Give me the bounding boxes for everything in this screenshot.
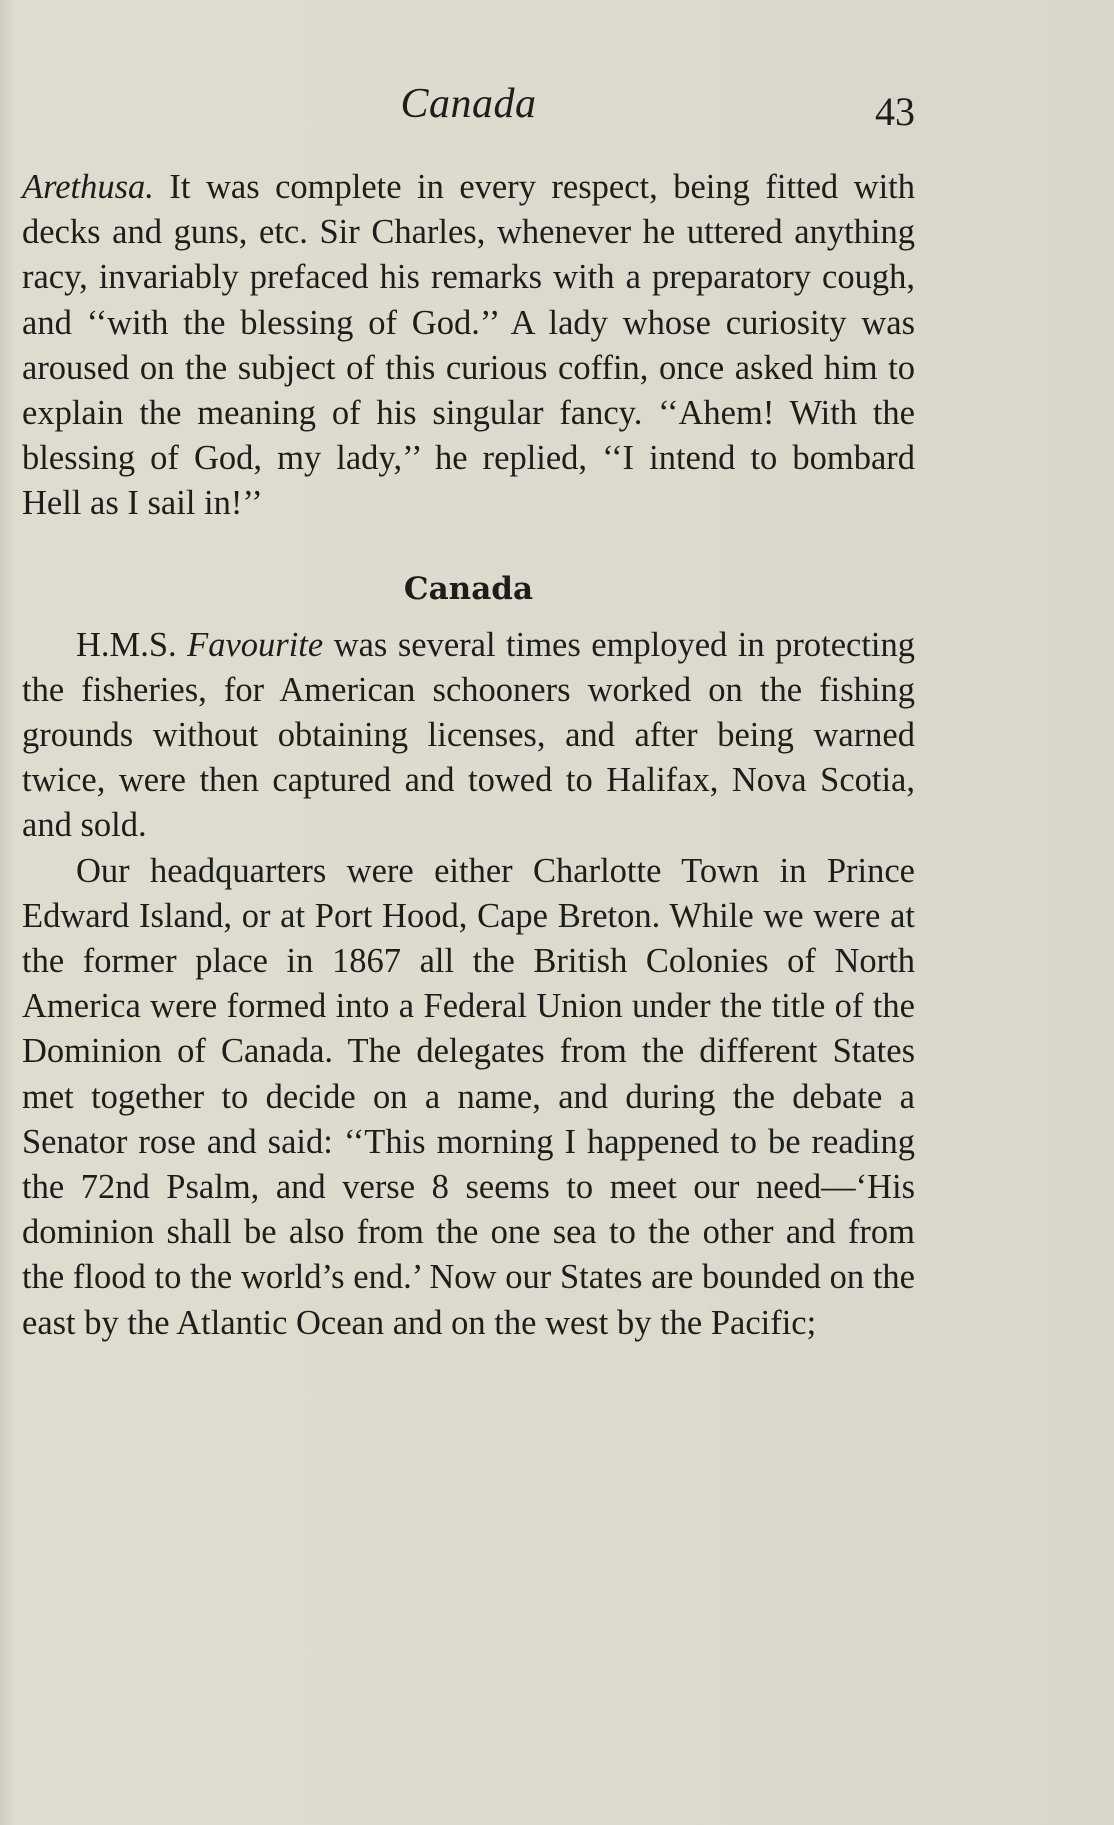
paragraph-favourite-text: was several times employed in protecting the fisheries, for American schooners worked on the fishing grounds without obtaining licenses, and after being warned twice, were then captured and towed to Halifax, Nova Scotia, and sold. [22, 625, 916, 845]
page-number: 43 [875, 89, 915, 134]
section-heading: Canada [403, 570, 534, 607]
paragraph-favourite [22, 623, 915, 849]
paragraph-headquarters: Our headquarters were either Charlotte Town in Prince Edward Island, or at Port Hood, Cape Breton. While we were at the former place in 1867 all the British Colonies of North America were formed into a Federal Union under the title of the Dominion of Canada. The delegates from the different States met together to decide on a name, and during the debate a Senator rose and said: ‘‘This morning I happened to be reading the 72nd Psalm, and verse 8 seems to meet our need—‘His dominion shall be also from the one sea to the other and from the flood to the world’s end.’ Now our States are bounded on the east by the Atlantic Ocean and on the west by the Pacific; [22, 851, 915, 1342]
ship-prefix: H.M.S. [76, 625, 188, 664]
ship-name-arethusa: Arethusa. [22, 168, 154, 206]
ship-name-favourite: Favourite [187, 625, 324, 664]
running-title: Canada [400, 81, 537, 127]
body-text [22, 165, 915, 1346]
page-header [22, 80, 915, 140]
paragraph-arethusa-text: It was complete in every respect, being fitted with decks and guns, etc. Sir Charles, whenever he uttered anything racy, invariably prefaced his remarks with a preparatory cough, and ‘‘with the blessing of God.’’ A lady whose curiosity was aroused on the subject of this curious coffin, once asked him to explain the meaning of his singular fancy. ‘‘Ahem! With the blessing of God, my lady,’’ he replied, ‘‘I intend to bombard Hell as I sail in!’’ [22, 168, 915, 523]
paragraph-arethusa [22, 165, 915, 527]
